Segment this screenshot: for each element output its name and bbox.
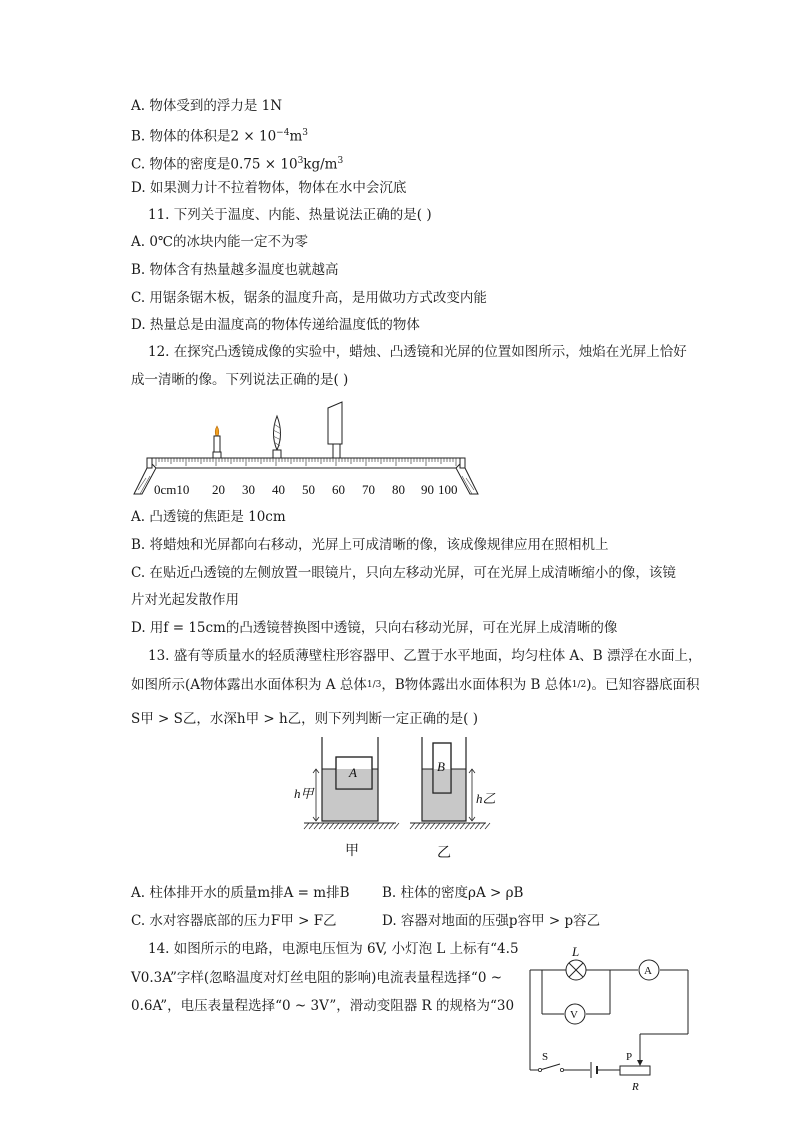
q14-line1: 14. 如图所示的电路，电源电压恒为 6V, 小灯泡 L 上标有“4.5	[148, 941, 519, 957]
q13-stem-line3: S甲 > S乙，水深h甲 > h乙，则下列判断一定正确的是( )	[131, 711, 478, 727]
q11-option-d: D. 热量总是由温度高的物体传递给温度低的物体	[131, 317, 420, 333]
q13-stem2-part2: ，B物体露出水面体积为 B 总体	[381, 677, 572, 693]
q13-stem2-part1: 如图所示(A物体露出水面体积为 A 总体	[131, 677, 367, 693]
switch-symbol	[538, 1051, 563, 1072]
container-jia	[294, 737, 378, 821]
ground-hatch	[465, 823, 470, 829]
ruler-label-80: 80	[392, 482, 405, 497]
q12-option-c-line1: C. 在贴近凸透镜的左侧放置一眼镜片，只向左移动光屏，可在光屏上成清晰缩小的像，该镜	[131, 565, 676, 581]
ground-hatch	[349, 823, 354, 829]
ruler-label-30: 30	[242, 482, 255, 497]
q12-option-d: D. 用f = 15cm的凸透镜替换图中透镜，只向右移动光屏，可在光屏上成清晰的像	[131, 620, 618, 636]
ground-hatch	[384, 823, 389, 829]
ground-hatch	[480, 823, 485, 829]
ground-hatch	[425, 823, 430, 829]
ground-hatch	[389, 823, 394, 829]
ruler-label-60: 60	[332, 482, 345, 497]
ruler-label-90: 90	[421, 482, 434, 497]
ground-hatch	[475, 823, 480, 829]
ground-hatch	[485, 823, 490, 829]
ground-hatch	[344, 823, 349, 829]
label-voltmeter: V	[570, 1009, 578, 1021]
q10-c-exp: 3	[297, 156, 304, 166]
convex-lens	[273, 416, 281, 458]
light-screen	[328, 402, 342, 458]
ruler-label-40: 40	[272, 482, 285, 497]
lamp-symbol	[566, 944, 586, 980]
q14-line3: 0.6A”，电压表量程选择“0 ~ 3V”，滑动变阻器 R 的规格为“30	[131, 998, 515, 1014]
q10-c-text: C. 物体的密度是0.75 × 10	[131, 156, 298, 173]
label-b: B	[437, 759, 445, 774]
optical-bench-figure	[128, 398, 490, 502]
ground-hatch	[445, 823, 450, 829]
ground-hatch	[364, 823, 369, 829]
q10-b-exp: −4	[276, 128, 290, 138]
ruler-labels	[154, 482, 458, 497]
ground-hatch	[460, 823, 465, 829]
ground-hatch	[415, 823, 420, 829]
ground-hatch	[374, 823, 379, 829]
container-yi	[422, 737, 496, 821]
q10-c-unit-exp: 3	[337, 156, 344, 166]
q13-stem-line1: 13. 盛有等质量水的轻质薄壁柱形容器甲、乙置于水平地面，均匀柱体 A、B 漂浮在水面上，	[148, 648, 702, 664]
voltmeter-symbol	[565, 1004, 585, 1024]
ground-hatch	[450, 823, 455, 829]
label-slider: P	[626, 1051, 633, 1063]
ruler-label-70: 70	[362, 482, 375, 497]
ground-hatch	[440, 823, 445, 829]
caption-yi: 乙	[437, 846, 451, 860]
ground-hatch	[430, 823, 435, 829]
ground-hatch	[359, 823, 364, 829]
q10-option-d: D. 如果测力计不拉着物体，物体在水中会沉底	[131, 180, 407, 196]
q13-option-d: D. 容器对地面的压强p容甲 > p容乙	[382, 913, 601, 929]
q13-stem-line2	[131, 676, 700, 694]
q12-option-a: A. 凸透镜的焦距是 10cm	[131, 509, 286, 525]
ammeter-symbol	[639, 960, 659, 980]
q10-option-a: A. 物体受到的浮力是 1N	[131, 98, 283, 114]
label-h-yi: h乙	[476, 791, 496, 806]
ruler-label-20: 20	[212, 482, 225, 497]
q10-b-unit-exp: 3	[302, 128, 308, 138]
ground-hatch	[314, 823, 319, 829]
ground-hatch	[394, 823, 399, 829]
ruler-label-100: 100	[438, 482, 458, 497]
ground-hatch	[455, 823, 460, 829]
q11-stem: 11. 下列关于温度、内能、热量说法正确的是( )	[148, 207, 432, 223]
q11-option-a: A. 0℃的冰块内能一定不为零	[131, 234, 309, 250]
q13-option-c: C. 水对容器底部的压力F甲 > F乙	[131, 913, 337, 929]
q10-option-b	[131, 124, 308, 146]
q10-option-c	[131, 152, 343, 174]
battery-symbol	[591, 1062, 597, 1078]
label-ammeter: A	[644, 965, 652, 977]
ground-hatch	[379, 823, 384, 829]
candle	[213, 426, 221, 458]
ground-hatch	[324, 823, 329, 829]
ground	[304, 823, 490, 829]
label-h-jia: h甲	[294, 786, 314, 801]
q12-option-b: B. 将蜡烛和光屏都向右移动，光屏上可成清晰的像，该成像规律应用在照相机上	[131, 537, 609, 553]
q12-option-c-line2: 片对光起发散作用	[131, 592, 239, 608]
containers-figure	[290, 735, 500, 860]
ground-hatch	[309, 823, 314, 829]
ground-hatch	[410, 823, 415, 829]
ruler-label-50: 50	[302, 482, 315, 497]
q10-b-text: B. 物体的体积是2 × 10	[131, 128, 277, 145]
ground-hatch	[304, 823, 309, 829]
q12-stem-line1: 12. 在探究凸透镜成像的实验中，蜡烛、凸透镜和光屏的位置如图所示，烛焰在光屏上恰好	[148, 344, 687, 360]
q14-line2: V0.3A”字样(忽略温度对灯丝电阻的影响)电流表量程选择“0 ~	[131, 970, 503, 986]
ground-hatch	[334, 823, 339, 829]
ruler-label-0: 0cm10	[154, 482, 190, 497]
label-switch: S	[542, 1051, 549, 1063]
ground-hatch	[420, 823, 425, 829]
caption-jia: 甲	[345, 844, 359, 859]
q13-stem2-part3: )。已知容器底面积	[586, 677, 700, 693]
ground-hatch	[369, 823, 374, 829]
q10-b-unit: m	[289, 128, 303, 145]
circuit-diagram	[520, 942, 700, 1100]
q12-stem-line2: 成一清晰的像。下列说法正确的是( )	[131, 372, 349, 388]
q11-option-c: C. 用锯条锯木板，锯条的温度升高，是用做功方式改变内能	[131, 290, 487, 306]
label-lamp: L	[572, 944, 580, 959]
label-a: A	[349, 765, 357, 780]
ground-hatch	[435, 823, 440, 829]
q13-option-b: B. 柱体的密度ρA > ρB	[382, 885, 524, 901]
ground-hatch	[470, 823, 475, 829]
q11-option-b: B. 物体含有热量越多温度也就越高	[131, 262, 339, 278]
ground-hatch	[329, 823, 334, 829]
label-rheostat: R	[632, 1081, 639, 1093]
ground-hatch	[339, 823, 344, 829]
q13-option-a: A. 柱体排开水的质量m排A = m排B	[131, 885, 350, 901]
rheostat-symbol	[620, 1051, 650, 1093]
ground-hatch	[354, 823, 359, 829]
ground-hatch	[319, 823, 324, 829]
fraction-one-half: 1/2	[571, 680, 587, 690]
fraction-one-third: 1/3	[366, 680, 382, 690]
q10-c-unit: kg/m	[303, 156, 338, 173]
